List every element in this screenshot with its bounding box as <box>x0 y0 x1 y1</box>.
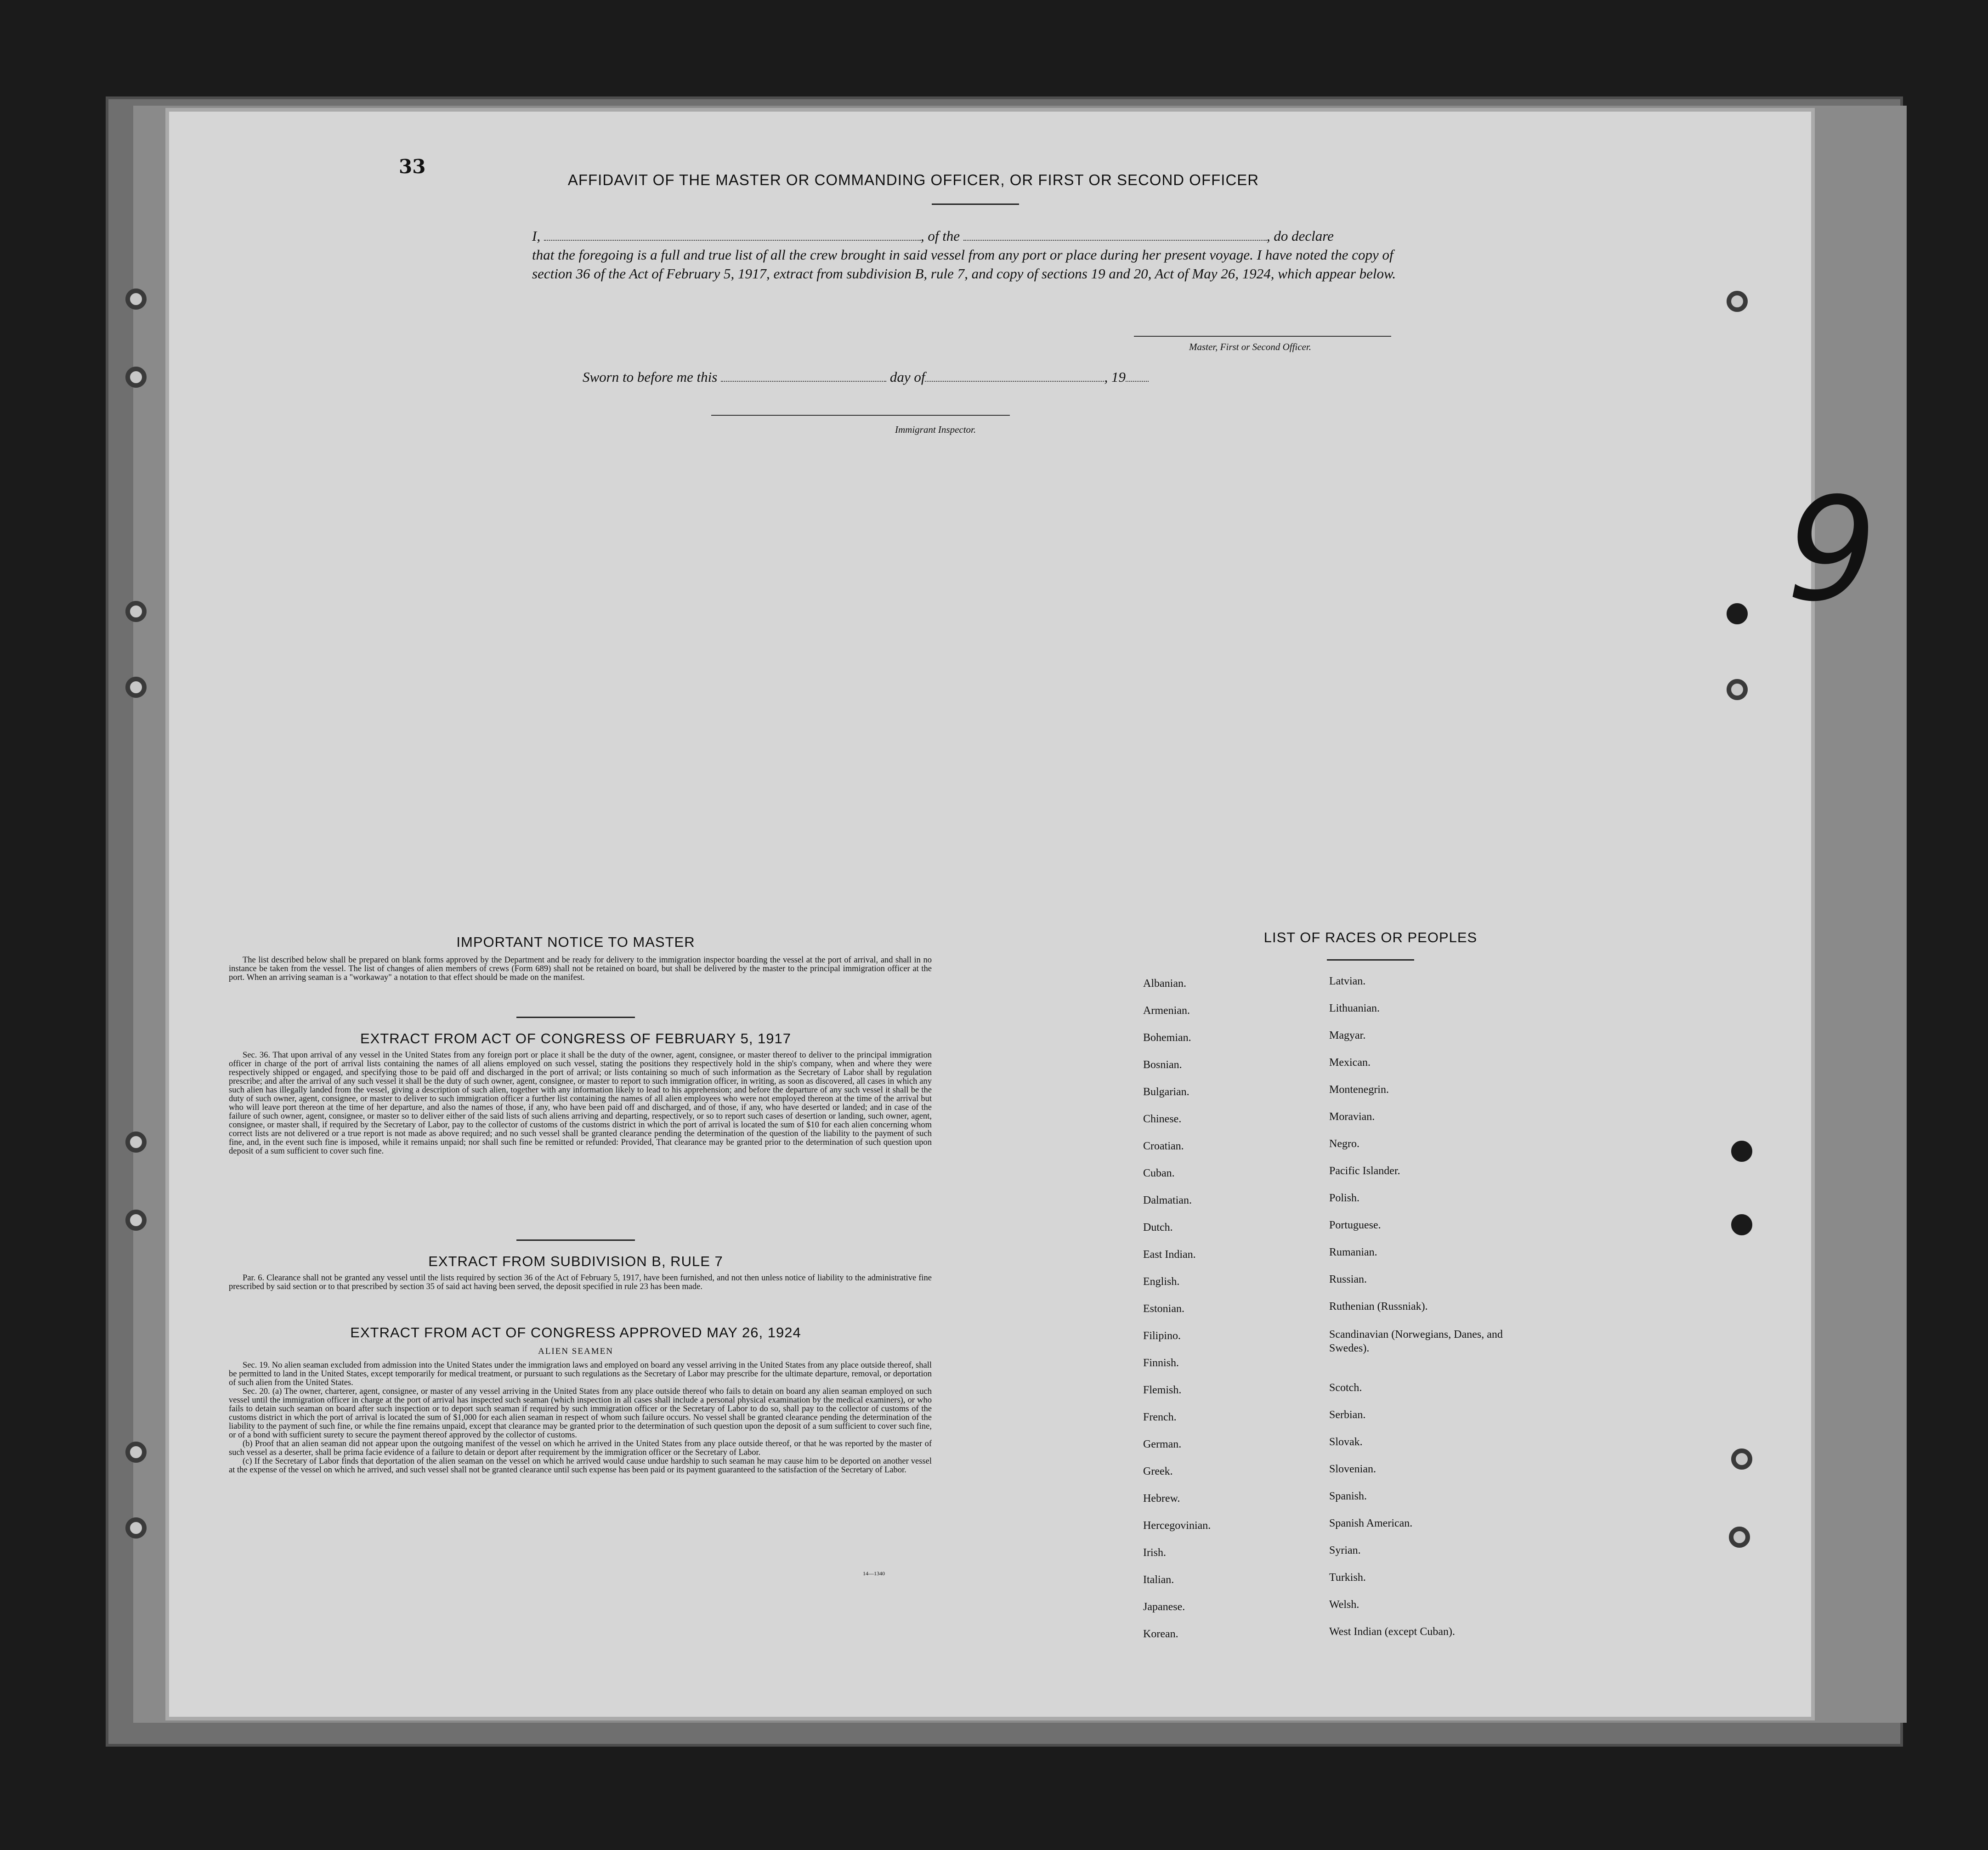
race-item: Flemish. <box>1143 1384 1182 1396</box>
par-6-paragraph: Par. 6. Clearance shall not be granted any vessel until the lists required by section 36 of the Act of February 5, 1917, have been furnished, and not then unless notice of liability to the administrative fine prescribed by said section or to that prescribed by section 35 of said act having been served, the deposit specified in rule 23 has been made. <box>229 1273 932 1291</box>
master-caption: Master, First or Second Officer. <box>1189 341 1311 352</box>
race-item: East Indian. <box>1143 1249 1196 1261</box>
race-item: Welsh. <box>1329 1599 1359 1611</box>
punch-hole <box>1727 291 1748 312</box>
race-item: Russian. <box>1329 1273 1367 1285</box>
punch-hole <box>125 677 147 698</box>
extract-1917-title: EXTRACT FROM ACT OF CONGRESS OF FEBRUARY 5, 1917 <box>360 1030 792 1047</box>
races-left-column <box>1143 978 1318 1655</box>
race-item: Pacific Islander. <box>1329 1165 1400 1177</box>
race-item: Finnish. <box>1143 1357 1179 1369</box>
punch-hole <box>125 1131 147 1153</box>
inspector-signature-line <box>711 415 1010 416</box>
race-item: Armenian. <box>1143 1005 1190 1017</box>
punch-hole <box>125 367 147 388</box>
sworn-day-label: day of <box>889 369 925 385</box>
sec-19-paragraph: Sec. 19. No alien seaman excluded from admission into the United States under the immigration laws and employed on board any vessel arriving in the United States from any place outside thereof, shall be permitted to land in the United States, except temporarily for medical treatment, or pursuant to such regulations as the Secretary of Labor may prescribe for the ultimate departure, removal, or deportation of such alien from the United States. <box>229 1361 932 1387</box>
alien-seamen-heading: ALIEN SEAMEN <box>538 1346 613 1356</box>
vessel-blank <box>963 240 1267 241</box>
races-right-column <box>1329 975 1531 1653</box>
punch-hole <box>1729 1527 1750 1548</box>
affidavit-text <box>532 226 1419 283</box>
divider <box>516 1239 635 1241</box>
race-item: Spanish. <box>1329 1490 1367 1502</box>
extract-1924-title: EXTRACT FROM ACT OF CONGRESS APPROVED MAY 26, 1924 <box>350 1324 801 1341</box>
form-number: 14—1340 <box>863 1570 885 1577</box>
race-item: Portuguese. <box>1329 1219 1381 1231</box>
divider <box>516 1017 635 1018</box>
corner-mark: 33 <box>399 155 426 178</box>
sec-20b-paragraph: (b) Proof that an alien seaman did not appear upon the outgoing manifest of the vessel on which he arrived in the United States from any place outside thereof, or that he was reported by the master of such vessel as a deserter, shall be prima facie evidence of a failure to detain or deport after requirement by the immigration officer or the Secretary of Labor. <box>229 1439 932 1457</box>
race-item: English. <box>1143 1276 1180 1288</box>
race-item: Rumanian. <box>1329 1246 1377 1258</box>
races-title: LIST OF RACES OR PEOPLES <box>1263 929 1478 945</box>
sec-20a-paragraph: Sec. 20. (a) The owner, charterer, agent, consignee, or master of any vessel arriving in the United States from any place outside thereof who fails to detain on board any alien seaman employed on such vessel until the immigration officer in charge at the port of arrival has inspected such seaman (which inspection in all cases shall include a personal physical examination by the medical examiners), or who fails to detain such seaman on board after such inspection or to deport such seaman if required by such immigration officer or the Secretary of Labor to do so, shall pay to the collector of customs of the customs district in which the port of arrival is located the sum of $1,000 for each alien seaman in respect of whom such failure occurs. No vessel shall be granted clearance pending the determination of the liability to the payment of such fine, or while the fine remains unpaid, except that clearance may be granted prior to the determination of such question upon the deposit of a sum sufficient to cover such fine, or of a bond with sufficient surety to secure the payment thereof approved by the collector of customs. <box>229 1387 932 1440</box>
punch-hole <box>125 1517 147 1539</box>
handwritten-page-number: 9 <box>1786 467 1877 633</box>
affidavit-i: I, <box>532 228 541 244</box>
notice-text <box>229 956 932 982</box>
race-item: Dutch. <box>1143 1222 1173 1233</box>
race-item: Moravian. <box>1329 1111 1375 1123</box>
race-item: Montenegrin. <box>1329 1084 1389 1096</box>
race-item: Albanian. <box>1143 978 1186 990</box>
race-item: Slovenian. <box>1329 1463 1376 1475</box>
race-item: Chinese. <box>1143 1113 1182 1125</box>
race-item: Scandinavian (Norwegians, Danes, and Swedes). <box>1329 1329 1503 1354</box>
document-page <box>165 108 1877 1720</box>
punch-hole <box>1727 679 1748 700</box>
punch-hole <box>125 601 147 622</box>
punch-hole <box>125 1442 147 1463</box>
sec-20c-paragraph: (c) If the Secretary of Labor finds that deportation of the alien seaman on the vessel on which he arrived would cause undue hardship to such seaman he may cause him to be deported on another vessel at the expense of the vessel on which he arrived, and such vessel shall not be granted clearance until such expense has been paid or its payment guaranteed to the satisfaction of the Secretary of Labor. <box>229 1457 932 1475</box>
race-item: Hercegovinian. <box>1143 1520 1211 1532</box>
race-item: Magyar. <box>1329 1030 1366 1041</box>
affidavit-title: AFFIDAVIT OF THE MASTER OR COMMANDING OFFICER, OR FIRST OR SECOND OFFICER <box>567 171 1259 188</box>
name-blank <box>544 240 921 241</box>
race-item: German. <box>1143 1438 1182 1450</box>
race-item: Cuban. <box>1143 1167 1175 1179</box>
race-item: Serbian. <box>1329 1409 1366 1421</box>
race-item: Scotch. <box>1329 1382 1362 1394</box>
race-item: Irish. <box>1143 1547 1166 1559</box>
race-item: Filipino. <box>1143 1330 1181 1342</box>
inspector-caption: Immigrant Inspector. <box>895 424 976 435</box>
race-item: Slovak. <box>1329 1436 1363 1448</box>
extract-rule7-title: EXTRACT FROM SUBDIVISION B, RULE 7 <box>428 1253 723 1269</box>
notice-paragraph: The list described below shall be prepared on blank forms approved by the Department and be ready for delivery to the immigration inspector boarding the vessel at the port of arrival, and shall in no instance be taken from the vessel. The list of changes of alien members of crews (Form 689) shall not be retained on board, but shall be delivered by the master to the principal immigration officer at the port. When an arriving seaman is a "workaway" a notation to that effect should be made on the manifest. <box>229 956 932 982</box>
punch-hole <box>125 289 147 310</box>
sworn-line <box>583 369 1149 385</box>
punch-hole <box>1731 1141 1752 1162</box>
race-item: Syrian. <box>1329 1544 1361 1556</box>
race-item: Polish. <box>1329 1192 1360 1204</box>
race-item: Bosnian. <box>1143 1059 1182 1071</box>
punch-hole <box>1731 1214 1752 1235</box>
sworn-year-blank <box>1126 381 1149 382</box>
race-item: French. <box>1143 1411 1177 1423</box>
sec-36-paragraph: Sec. 36. That upon arrival of any vessel in the United States from any foreign port or place it shall be the duty of the owner, agent, consignee, or master thereof to deliver to the principal immigration officer in charge of the port of arrival lists containing the names of all aliens employed on such vessel, stating the positions they respectively hold in the ship's company, when and where they were respectively shipped or engaged, and specifying those to be paid off and discharged in the port of arrival; or lists containing so much of such information as the Secretary of Labor shall by regulation prescribe; and after the arrival of any such vessel it shall be the duty of such owner, agent, consignee, or master to report to such immigration officer, in writing, as soon as discovered, all cases in which any such alien has illegally landed from the vessel, giving a description of such alien, together with any information likely to lead to his apprehension; and before the departure of any such vessel it shall be the duty of such owner, agent, consignee, or master to deliver to such immigration officer a further list containing the names of all alien employees who were not employed thereon at the time of the arrival but who will leave port thereon at the time of her departure, and also the names of those, if any, who have been paid off and discharged, and of those, if any, who have deserted or landed; and in case of the failure of such owner, agent, consignee, or master so to deliver either of the said lists of such aliens arriving and departing, respectively, or so to report such cases of desertion or landing, such owner, agent, consignee, or master shall, if required by the Secretary of Labor, pay to the collector of customs of the customs district in which the port of arrival is located the sum of $10 for each alien concerning whom correct lists are not delivered or a true report is not made as above required; and no such vessel shall be granted clearance pending the determination of the question of the liability to the payment of such fine, and, in the event such fine is imposed, while it remains unpaid; nor shall such fine be remitted or refunded: Provided, That clearance may be granted prior to the determination of such question upon deposit of a sum sufficient to cover such fine. <box>229 1051 932 1156</box>
race-item: Mexican. <box>1329 1057 1371 1069</box>
extract-1924-text <box>229 1361 932 1475</box>
punch-hole <box>1727 603 1748 624</box>
race-item: West Indian (except Cuban). <box>1329 1626 1455 1638</box>
affidavit-body: that the foregoing is a full and true list of all the crew brought in said vessel from any port or place during her present voyage. I have noted the copy of section 36 of the Act of February 5, 1917, extract from subdivision B, rule 7, and copy of sections 19 and 20, Act of May 26, 1924, which appear below. <box>532 247 1396 282</box>
master-signature-line <box>1134 336 1391 337</box>
divider <box>1327 959 1414 961</box>
race-item: Spanish American. <box>1329 1517 1413 1529</box>
race-item: Turkish. <box>1329 1572 1366 1584</box>
affidavit-declare: , do declare <box>1266 228 1334 244</box>
race-item: Croatian. <box>1143 1140 1184 1152</box>
race-item: Ruthenian (Russniak). <box>1329 1301 1428 1313</box>
race-item: Dalmatian. <box>1143 1194 1192 1206</box>
race-item: Bohemian. <box>1143 1032 1191 1044</box>
sworn-day-blank <box>721 381 886 382</box>
race-item: Italian. <box>1143 1574 1174 1586</box>
race-item: Korean. <box>1143 1628 1178 1640</box>
race-item: Hebrew. <box>1143 1493 1180 1505</box>
affidavit-of-the: , of the <box>920 228 960 244</box>
race-item: Estonian. <box>1143 1303 1184 1315</box>
divider <box>932 204 1019 205</box>
extract-1917-text <box>229 1051 932 1156</box>
notice-title: IMPORTANT NOTICE TO MASTER <box>456 934 695 950</box>
sworn-year-label: , 19 <box>1104 369 1126 385</box>
punch-hole <box>125 1210 147 1231</box>
extract-rule7-text <box>229 1274 932 1291</box>
sworn-month-blank <box>925 381 1104 382</box>
race-item: Lithuanian. <box>1329 1002 1380 1014</box>
race-item: Bulgarian. <box>1143 1086 1189 1098</box>
race-item: Japanese. <box>1143 1601 1185 1613</box>
sworn-prefix: Sworn to before me this <box>583 369 718 385</box>
punch-hole <box>1731 1448 1752 1470</box>
race-item: Greek. <box>1143 1465 1173 1477</box>
race-item: Latvian. <box>1329 975 1366 987</box>
race-item: Negro. <box>1329 1138 1359 1150</box>
